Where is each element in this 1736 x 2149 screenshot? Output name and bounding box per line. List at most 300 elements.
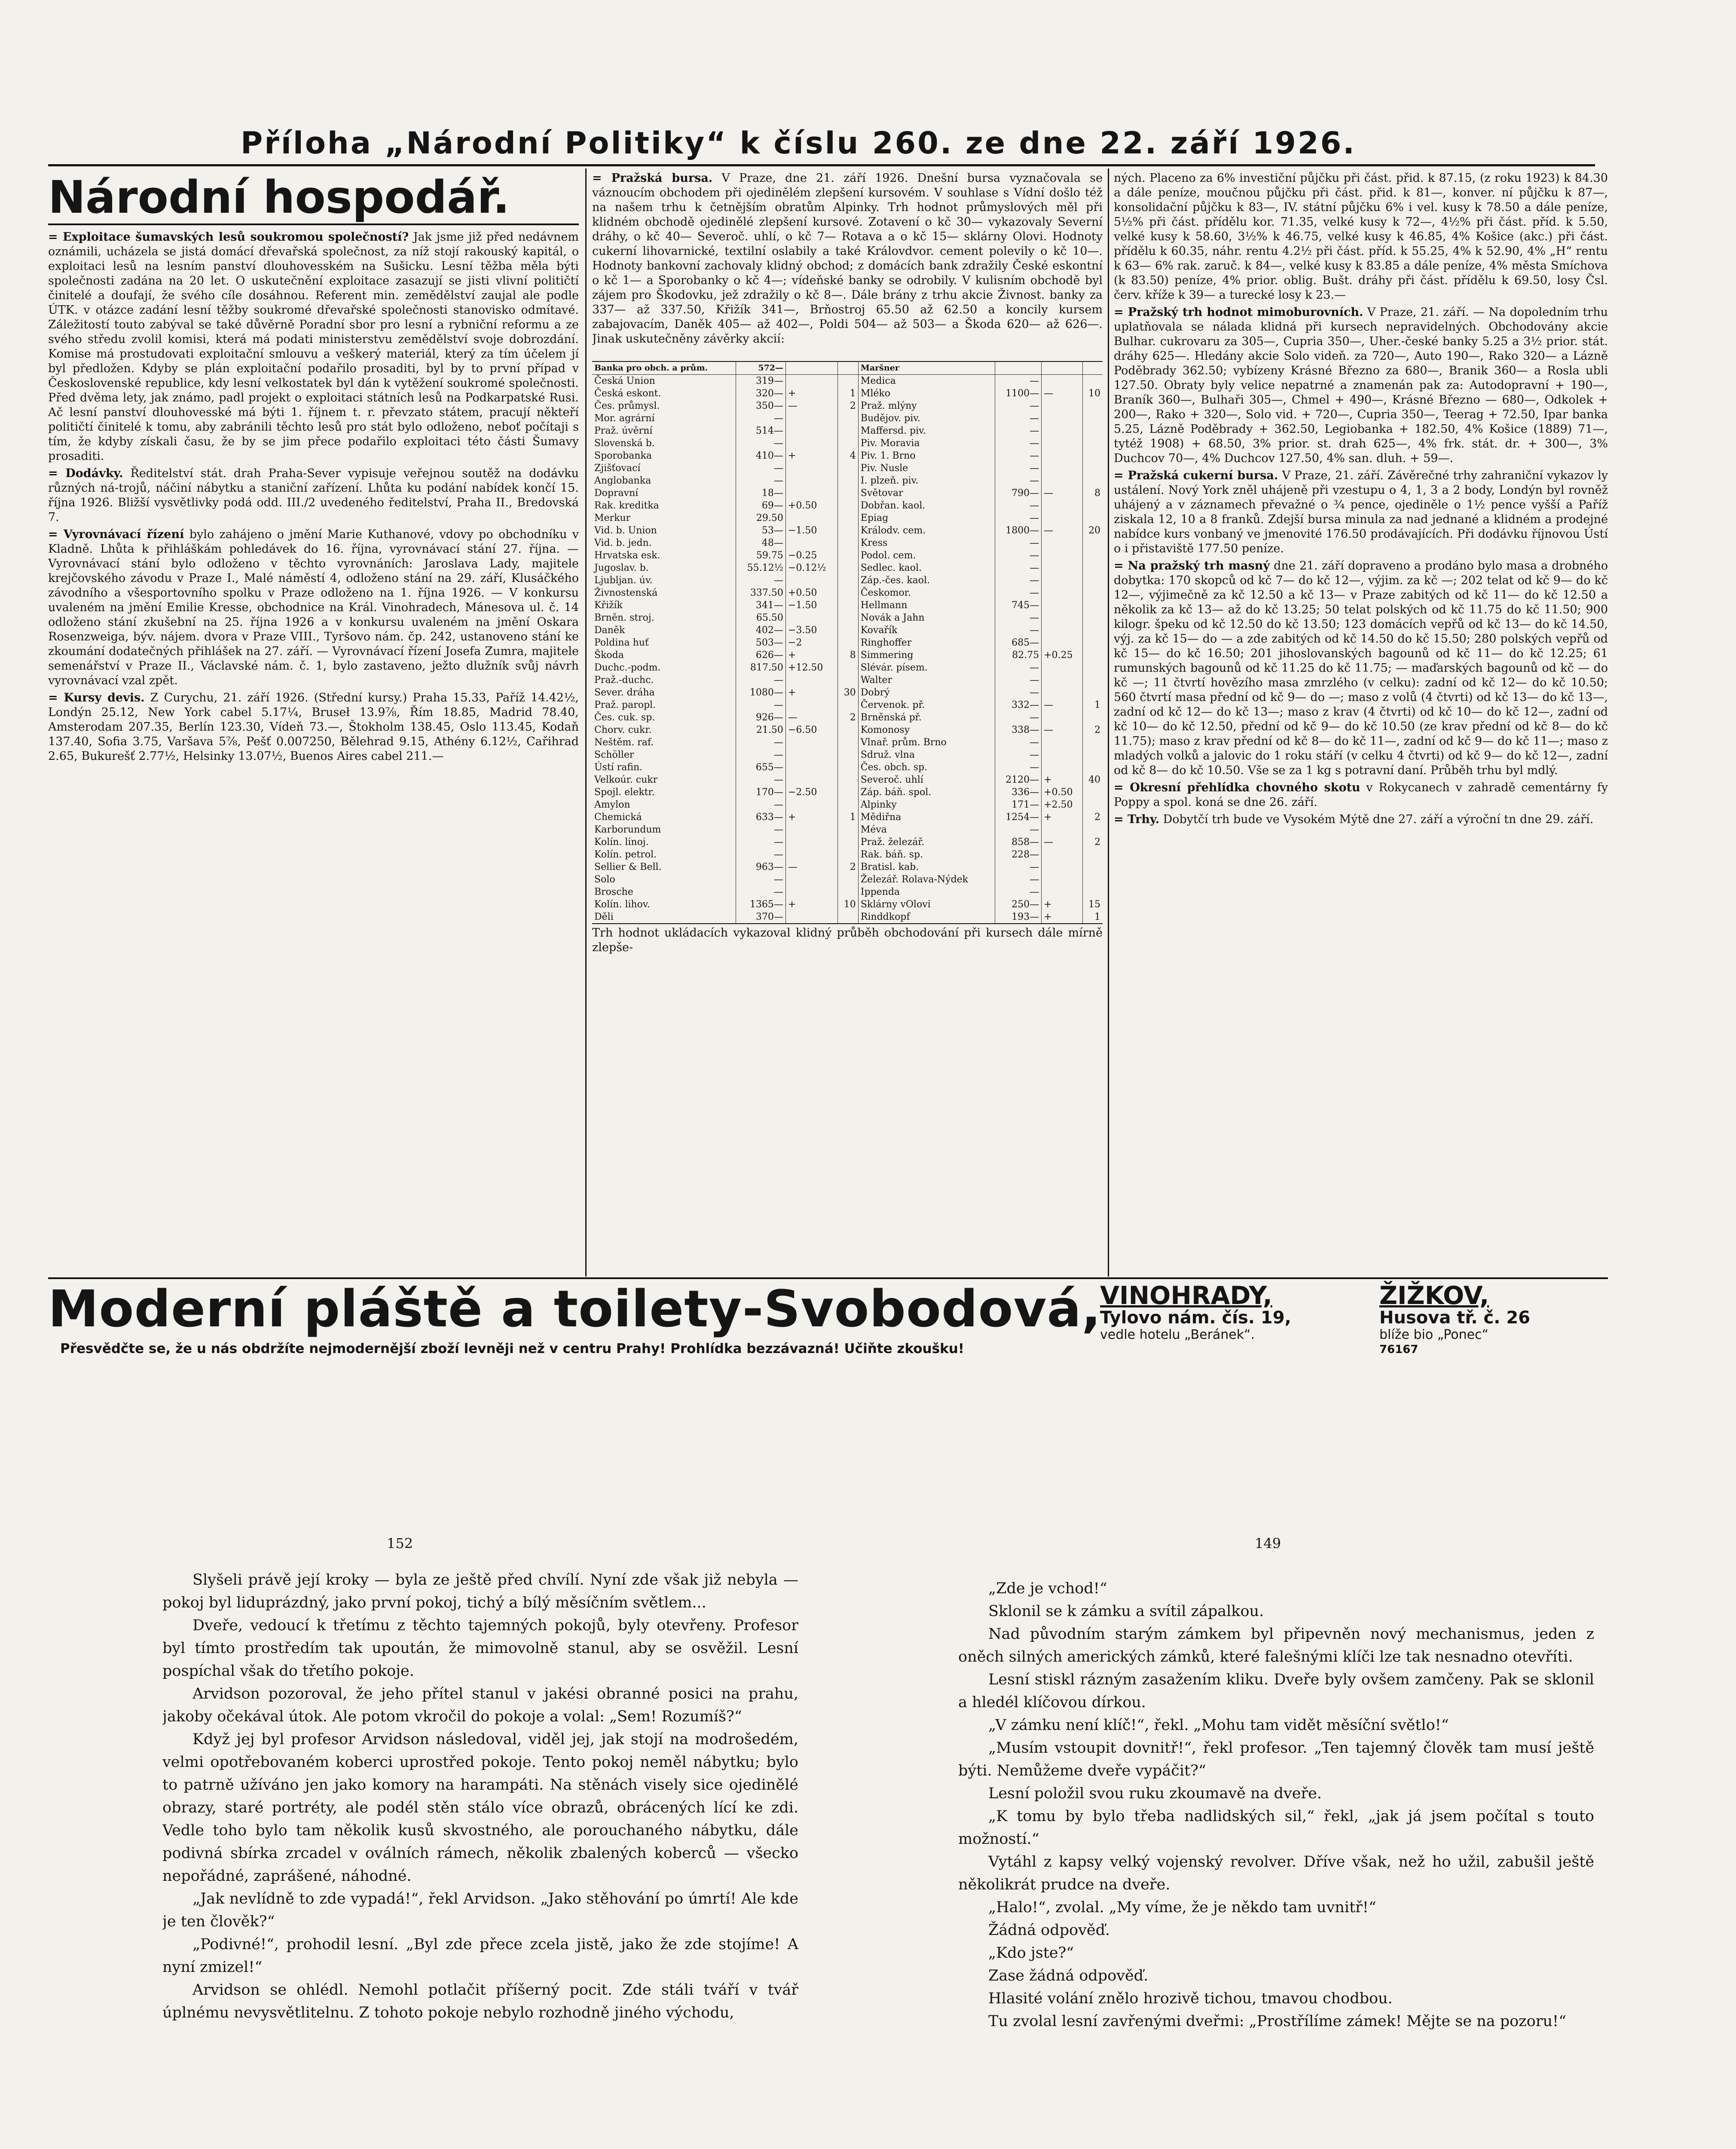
quote-table-cell: — bbox=[995, 661, 1041, 674]
quote-table-cell: Živnostenská bbox=[594, 588, 658, 598]
quote-table-cell bbox=[1042, 861, 1082, 873]
quote-table-cell: Komonosy bbox=[858, 724, 995, 736]
quote-table-row bbox=[592, 574, 1103, 587]
quote-table-cell bbox=[1082, 437, 1103, 450]
quote-table-cell bbox=[838, 474, 858, 487]
quote-table-cell: + bbox=[785, 686, 837, 699]
quote-table-cell: Brněn. stroj. bbox=[594, 612, 654, 623]
quote-table-cell bbox=[1082, 587, 1103, 599]
quote-table-cell: 4 bbox=[838, 450, 858, 462]
quote-table-cell bbox=[785, 836, 837, 848]
quote-table-cell: Sdruž. vlna bbox=[858, 749, 995, 761]
quote-table-footer: Trh hodnot ukládacích vykazoval klidný průběh obchodování při kursech dále mírně zlepše- bbox=[592, 926, 1103, 954]
quote-table-header-cell bbox=[1082, 362, 1103, 375]
story-right-page-number: 149 bbox=[1255, 1535, 1281, 1552]
quote-table-cell: Čes. obch. sp. bbox=[858, 761, 995, 774]
quote-table-cell: Ústí rafin. bbox=[594, 762, 643, 773]
story-paragraph: „Musím vstoupit dovnitř!“, řekl profesor. „Ten tajemný člověk tam musí ještě býti. Nemůžeme dveře vypáčit?“ bbox=[958, 1739, 1594, 1779]
quote-table-cell: Dobrý bbox=[858, 686, 995, 699]
quote-table-row bbox=[592, 686, 1103, 699]
quote-table-cell: 1 bbox=[1082, 911, 1103, 923]
quote-table-cell bbox=[1082, 711, 1103, 724]
quote-table-cell: — bbox=[995, 823, 1041, 836]
quote-table-cell: 338— bbox=[995, 724, 1041, 736]
quote-table-cell: 2 bbox=[1082, 811, 1103, 823]
quote-table-cell: 1 bbox=[1082, 699, 1103, 711]
quote-table-row bbox=[592, 799, 1103, 811]
article-heading: = Kursy devis. bbox=[48, 691, 145, 704]
article-text: Jak jsme již před nedávnem oznámili, ucházela se jistá domácí dřevařská společnost, za níž stojí rakouský kapitál, o exploitaci lesů na lesním panství dlouhovesském na Sušicku. Lesní těžba měla býti společnosti zadána na 20 let. O uskutečnění exploitace zasazují se jisti vlivní političtí činitelé a doufají, že svého cíle dosáhnou. Referent min. zemědělství zaujal ale podle ÚTK. v otázce zadání lesní těžby soukromé dřevařské společnosti stanovisko odmítavé. Záležitostí touto zabýval se také důvěrně Poradní sbor pro lesní a rybniční reformu a ze svého středu zvolil komisi, která má podati ministerstvu zemědělství svoje dobrozdání. Komise má prostudovati exploitační smlouvu a veškerý materiál, který za tím účelem jí byl předložen. Kdyby se plán exploitační podařilo prosaditi, byl by to první případ v Československé republice, kdy lesní velkostatek byl dán k vytěžení soukromé společnosti. Před dvěma lety, jak známo, padl projekt o exploitaci státních lesů na Podkarpatské Rusi. Ač lesní panství dlouhovesské má býti 1. říjnem t. r. převzato státem, pracují někteří političtí činitelé k tomu, aby zabránili těchto lesů pro stát bylo odloženo, neboť počítaji s tím, že kdyby získali času, že by se jim přece podařilo exploitaci této části Šumavy prosaditi. bbox=[48, 230, 579, 463]
story-paragraph: Nad původním starým zámkem byl připevněn nový mechanismus, jeden z oněch silných amerických zámků, které falešnými klíči lze tak nesnadno otevříti. bbox=[958, 1626, 1594, 1665]
quote-table-cell bbox=[785, 487, 837, 499]
quote-table-cell: Ljubljan. úv. bbox=[594, 575, 653, 586]
quote-table-cell: — bbox=[736, 823, 785, 836]
quote-table-cell bbox=[1042, 886, 1082, 898]
quote-table-row bbox=[592, 886, 1103, 898]
quote-table-row bbox=[592, 749, 1103, 761]
quote-table-row bbox=[592, 562, 1103, 574]
quote-table-cell: Čes. průmysl. bbox=[594, 401, 660, 411]
quote-table-cell bbox=[1042, 624, 1082, 637]
quote-table-cell: 10 bbox=[1082, 387, 1103, 400]
quote-table-header-cell: Maršner bbox=[858, 362, 995, 375]
masthead-rule bbox=[48, 164, 1595, 166]
quote-table-cell: — bbox=[736, 674, 785, 686]
quote-table-cell bbox=[1082, 499, 1103, 512]
quote-table-cell: — bbox=[736, 574, 785, 587]
quote-table-cell: Budějov. piv. bbox=[858, 412, 995, 425]
quote-table-cell bbox=[1082, 512, 1103, 524]
quote-table-cell: — bbox=[1042, 487, 1082, 499]
quote-table-header-cell bbox=[1042, 362, 1082, 375]
quote-table-cell bbox=[838, 537, 858, 549]
quote-table-row bbox=[592, 848, 1103, 861]
quote-table-cell bbox=[838, 836, 858, 848]
quote-table-cell: 337.50 bbox=[736, 587, 785, 599]
quote-table-cell: Rak. báň. sp. bbox=[858, 848, 995, 861]
story-paragraph: Arvidson pozoroval, že jeho přítel stanul v jakési obranné posici na prahu, jakoby očekával útok. Ale potom vkročil do pokoje a volal: „Sem! Rozumíš?“ bbox=[162, 1685, 798, 1725]
quote-table-cell: 170— bbox=[736, 786, 785, 799]
quote-table-cell bbox=[1042, 749, 1082, 761]
quote-table-cell: — bbox=[995, 736, 1041, 749]
quote-table-cell: 332— bbox=[995, 699, 1041, 711]
article-heading: = Okresní přehlídka chovného skotu bbox=[1114, 781, 1360, 794]
article-heading: = Trhy. bbox=[1114, 813, 1159, 826]
masthead: Příloha „Národní Politiky“ k číslu 260. ze dne 22. září 1926. bbox=[241, 126, 1356, 161]
quote-table-cell bbox=[785, 437, 837, 450]
quote-table-cell bbox=[838, 674, 858, 686]
quote-table-cell: Dopravní bbox=[594, 488, 639, 499]
quote-table-cell: — bbox=[736, 886, 785, 898]
column-divider-1 bbox=[585, 168, 587, 1277]
quote-table-cell: +0.25 bbox=[1042, 649, 1082, 661]
article-heading: = Pražská cukerní bursa. bbox=[1114, 469, 1278, 482]
story-paragraph: „Halo!“, zvolal. „My víme, že je někdo tam uvnitř!“ bbox=[988, 1899, 1376, 1916]
quote-table-cell: Brněnská př. bbox=[858, 711, 995, 724]
quote-table-cell: Světovar bbox=[858, 487, 995, 499]
quote-table-cell: 817.50 bbox=[736, 661, 785, 674]
quote-table-cell: — bbox=[785, 861, 837, 873]
column-1 bbox=[48, 230, 579, 1277]
quote-table-cell bbox=[1082, 873, 1103, 886]
quote-table-cell: + bbox=[1042, 898, 1082, 911]
quote-table-cell: Sporobanka bbox=[594, 450, 652, 461]
quote-table-cell: — bbox=[1042, 387, 1082, 400]
quote-table-cell bbox=[838, 574, 858, 587]
quote-table-cell: Křižík bbox=[594, 600, 623, 611]
quote-table-cell bbox=[785, 848, 837, 861]
quote-table-cell bbox=[1042, 375, 1082, 388]
quote-table-cell: Mléko bbox=[858, 387, 995, 400]
quote-table-cell bbox=[1042, 474, 1082, 487]
quote-table-row bbox=[592, 823, 1103, 836]
quote-table-row bbox=[592, 786, 1103, 799]
quote-table-wrap bbox=[592, 361, 1103, 924]
quote-table-cell: 514— bbox=[736, 425, 785, 437]
quote-table-row bbox=[592, 873, 1103, 886]
article-heading: = Pražská bursa. bbox=[592, 171, 713, 185]
quote-table-row bbox=[592, 711, 1103, 724]
quote-table-row bbox=[592, 699, 1103, 711]
quote-table-cell: 8 bbox=[1082, 487, 1103, 499]
story-paragraph: Vytáhl z kapsy velký vojenský revolver. Dříve však, než ho užil, zabušil ještě několikrát prudce na dveře. bbox=[958, 1853, 1594, 1893]
quote-table-header-cell: Banka pro obch. a prům. bbox=[592, 362, 736, 375]
quote-table-cell: + bbox=[1042, 911, 1082, 923]
quote-table-cell: — bbox=[1042, 524, 1082, 537]
quote-table-cell: 82.75 bbox=[995, 649, 1041, 661]
ad-address-1-line-3: vedle hotelu „Beránek“. bbox=[1100, 1327, 1255, 1342]
quote-table-cell: Kovařík bbox=[858, 624, 995, 637]
quote-table-cell: — bbox=[736, 836, 785, 848]
quote-table-cell bbox=[838, 437, 858, 450]
quote-table-cell: 8 bbox=[838, 649, 858, 661]
quote-table-cell: 228— bbox=[995, 848, 1041, 861]
quote-table-row bbox=[592, 612, 1103, 624]
quote-table-row bbox=[592, 474, 1103, 487]
quote-table-cell: — bbox=[995, 412, 1041, 425]
quote-table-cell bbox=[1042, 412, 1082, 425]
quote-table-header-cell bbox=[838, 362, 858, 375]
quote-table-cell: +0.50 bbox=[785, 499, 837, 512]
quote-table-cell: Hrvatska esk. bbox=[594, 550, 660, 561]
article-text: V Praze, 21. září. — Na dopoledním trhu uplatňovala se nálada klidná při kursech nepravidelných. Obchodovány akcie Bulhar. cukrovaru za 305—, Cupria 350—, Uher.-české banky 5.25 a 3½ prior. stát. dráhy 625—. Hledány akcie Solo videň. za 720—, Auto 190—, Rako 320— a Lázně Poděbrady 362.50; vybízeny Krásné Březno za 680—, Branik 360— a Rosla ubli 127.50. Obraty byly velice nepatrné a znamenán pak za: Autodopravní + 190—, Braník 360—, Bulhaři 305—, Chmel + 490—, Krásné Březno — 680—, Odkolek + 200—, Rako + 320—, Solo vid. + 720—, Cupria 350—, Teerag + 72.50, Ipar banka 5.25, Lázně Poděbrady + 362.50, Legiobanka + 182.50, 4% Košice (1889) 71—, tytéž 1908) + 68.50, 3% prior. st. drah 625—, 4% frk. stát. dr. + 300—, 3% Duchcov 70—, 4% Duchcov 127.50, 4% san. dluh. + 59—. bbox=[1114, 306, 1608, 465]
quote-table-cell: 1254— bbox=[995, 811, 1041, 823]
quote-table-cell: 171— bbox=[995, 799, 1041, 811]
quote-table-cell: +12.50 bbox=[785, 661, 837, 674]
quote-table-cell bbox=[785, 574, 837, 587]
quote-table-cell bbox=[838, 512, 858, 524]
quote-table-cell: Záp. báň. spol. bbox=[858, 786, 995, 799]
quote-table-cell bbox=[785, 774, 837, 786]
article-text: dne 21. září dopraveno a prodáno bylo masa a drobného dobytka: 170 skopců od kč 7— do kč 12—, výjim. za kč —; 202 telat od kč 9— do kč 12—, výjimečně za kč 12.50 a kč 13— v Praze zabitých od kč 11— do kč 12.50 a několik za kč 13— až do kč 13.25; 50 telat polských od kč 11.75 do kč 11.50; 900 kilogr. špeku od kč 12.50 do kč 13.50; 123 domácích vepřů od kč 13— do kč 14.50, výj. za kč 15— do — a zde zabitých od kč 14.50 do kč 15.50; 280 polských vepřů od kč 15— do kč 16.50; 201 jihoslovanských bagounů od kč 11— do kč 12.25; 61 rumunských bagounů od kč 11.25 do kč 11.75; — maďarských bagounů od kč — do kč —; 11 čtvrtí hovězího masa zmrzlého (v celku): zadní od kč 12— do kč 10.50; 560 čtvrtí masa přední od kč 9— do —; maso z volů (4 čtvrti) od kč 13— do kč 13—, zadní od kč 12— do kč 13—; maso z krav (4 čtvrti) od kč 10— do kč 12—, zadní od kč 10— do kč 12.50, přední od kč 9— do kč 10.50 (ze krav přední od kč 8— do kč 11.75); maso z krav přední od kč 8— do kč 11—, zadní od kč 9— do kč 11—; maso z mladých volků a jalovic do 1 roku stáří (v celku 4 čtvrti) od kč 9— do kč 12—, zadní od kč 8— do kč 10.50. Vše se za 1 kg s potravní daní. Průběh trhu byl mdlý. bbox=[1114, 559, 1608, 777]
quote-table-cell: — bbox=[785, 400, 837, 412]
quote-table-cell: Česká eskont. bbox=[594, 388, 661, 399]
quote-table-cell bbox=[838, 911, 858, 923]
quote-table-cell bbox=[838, 724, 858, 736]
quote-table-cell: Vid. b. jedn. bbox=[594, 538, 652, 548]
quote-table-cell: — bbox=[995, 749, 1041, 761]
quote-table-cell: Brosche bbox=[594, 887, 633, 897]
quote-table-cell bbox=[1082, 375, 1103, 388]
quote-table-cell: — bbox=[736, 437, 785, 450]
story-left-page bbox=[162, 1569, 798, 2149]
column-divider-2 bbox=[1108, 168, 1109, 1277]
article-text: bylo zahájeno o jmění Marie Kuthanové, vdovy po obchodníku v Kladně. Lhůta k přihláškám pohledávek do 16. října, vyrovnávací stání 27. října. — Vyrovnávací stání bylo odloženo v těchto vyrovnáních: Jaroslava Lady, majitele krejčovského závodu v Praze I., Malé náměstí 4, odloženo stání na 29. září, Klusáčkého závodního a všesportovního spolku v Praze odloženo na 1. října 1926. — V konkursu uvaleném na jmění Emilie Kresse, obchodnice na Král. Vinohradech, Mánesova ul. č. 14 odloženo stání zkušební na 25. října 1926 a v konkursu uvaleném na jmění Oskara Rosenzweiga, býv. nájem. dvora v Praze VIII., Tyršovo nám. čp. 242, ustanoveno stání ke zkoumání dodatečných přihlášek na 27. září. — Vyrovnávací řízení Josefa Zumra, majitele semenářství v Praze II., Václavské nám. č. 1, bylo zastaveno, ježto dlužník svůj návrh vyrovnávací vzal zpět. bbox=[48, 528, 579, 687]
quote-table-cell bbox=[838, 886, 858, 898]
quote-table-cell bbox=[838, 524, 858, 537]
quote-table-cell: Jugoslav. b. bbox=[594, 563, 649, 573]
article-paragraph bbox=[48, 691, 579, 764]
quote-table-cell: + bbox=[785, 649, 837, 661]
quote-table-cell: Piv. 1. Brno bbox=[858, 450, 995, 462]
quote-table-cell: −6.50 bbox=[785, 724, 837, 736]
quote-table-cell bbox=[838, 462, 858, 474]
quote-table-cell: Karborundum bbox=[594, 824, 661, 835]
quote-table-cell: Červenok. př. bbox=[858, 699, 995, 711]
quote-table-cell: 319— bbox=[736, 375, 785, 388]
quote-table-cell: Králodv. cem. bbox=[858, 524, 995, 537]
quote-table-cell bbox=[785, 886, 837, 898]
quote-table-cell: — bbox=[995, 474, 1041, 487]
quote-table-cell: −1.50 bbox=[785, 599, 837, 612]
quote-table-cell bbox=[1042, 499, 1082, 512]
quote-table-cell: 1 bbox=[838, 387, 858, 400]
quote-table-cell bbox=[1082, 649, 1103, 661]
quote-table-cell bbox=[838, 587, 858, 599]
quote-table-cell: 370— bbox=[736, 911, 785, 923]
story-paragraph: Dveře, vedoucí k třetímu z těchto tajemných pokojů, byly otevřeny. Profesor byl tímto prostředím tak upoután, že mimovolně stanul, aby se osvěžil. Lesní pospíchal však do třetího pokoje. bbox=[162, 1617, 798, 1680]
article-paragraph bbox=[1114, 559, 1608, 778]
quote-table-row bbox=[592, 387, 1103, 400]
quote-table-row bbox=[592, 661, 1103, 674]
article-text: V Praze, 21. září. Závěrečné trhy zahraniční vykazov ly ustálení. Nový York zněl uhájeně při vzestupu o 4, 1, 3 a 2 body, Londýn byl rovněž uhájený a v záznamech převažné o ¾ pence, ojediněle o 1½ pence vyšší a Paříž ziskala 12, 10 a 8 franků. Zdejší bursa minula za nad jednané a klidném a prodejné nabídce kurs vonbaný ve jmenovité 176.50 prodávajících. Při dodávku říjnovou Ústí o i přistaviště 177.50 peníze. bbox=[1114, 469, 1608, 555]
quote-table-cell: — bbox=[736, 412, 785, 425]
story-paragraph: „Jak nevlídně to zde vypadá!“, řekl Arvidson. „Jako stěhování po úmrtí! Ale kde je ten člověk?“ bbox=[162, 1890, 798, 1930]
quote-table-cell bbox=[838, 375, 858, 388]
quote-table-cell bbox=[838, 873, 858, 886]
quote-table-cell: — bbox=[995, 686, 1041, 699]
quote-table-cell: −0.25 bbox=[785, 549, 837, 562]
quote-table-row bbox=[592, 836, 1103, 848]
article-text: Z Curychu, 21. září 1926. (Střední kursy.) Praha 15.33, Paříž 14.42½, Londýn 25.12, New York cabel 5.17¼, Bruseł 13.9⅞, Řím 18.85, Madrid 78.40, Amsterodam 207.35, Berlín 123.30, Vídeň 73.—, Štokholm 138.45, Oslo 113.45, Kodaň 137.40, Sofia 3.75, Varšava 5⅞, Pešť 0.007250, Bělehrad 9.15, Athény 6.12½, Cařihrad 2.65, Bukurešť 2.77½, Helsinky 13.07½, Buenos Aires cabel 211.— bbox=[48, 691, 579, 763]
quote-table-cell: Piv. Nusle bbox=[858, 462, 995, 474]
article-text: ných. Placeno za 6% investiční půjčku při část. přid. k 87.15, (z roku 1923) k 84.30 a dále peníze, moučnou půjčku při část. přid. k 81—, konver. ní půjčku k 87—, konsolidační půjčku k 83—, IV. státní půjčku 6% i vel. kusy k 78.50 a dále peníze, 5½% při část. přídělu kor. 71.35, velké kusy k 72—, 4½% při část. příd. k 5.50, velké kusy k 58.60, 3½% k 46.75, velké kusy k 46.85, 4% Košice (akc.) při část. přídělu k 60.35, náhr. rentu 4.2½ při část. příd. k 55.25, 4% k 52.90, 4% „H“ rentu k 63— 6% rak. zaruč. k 84—, velké kusy k 83.85 a dále peníze, 4% města Smíchova (k 83.50) peníze, 4% prior. oblig. Bušt. dráhy při část. přídělu k 69.50, losy Čsl. červ. kříže k 39— a turecké losy k 23.— bbox=[1114, 171, 1608, 302]
ad-address-2-line-3: blíže bio „Ponec“ bbox=[1379, 1327, 1489, 1342]
quote-table-cell bbox=[1082, 861, 1103, 873]
article-text: V Praze, dne 21. září 1926. Dnešní bursa vyznačovala se váznoucím obchodem při ojedinělém zlepšení kursovém. V souhlase s Vídní došlo též na našem trhu k četnějším obratům Alpinky. Trh hodnot průmyslových měl při klidném obchodě ojedinělé zlepšení kursové. Zotavení o kč 30— vykazovaly Severní dráhy, o kč 40— Severoč. uhlí, o kč 7— Rotava a o kč 15— sklárny Olovi. Hodnoty cukerní lihovarnické, textilní oslabily a také Královdvor. cement polevily o kč 10—. Hodnoty bankovní zachovaly klidný obchod; z domácích bank zdražily České eskontní o kč 1— a Sporobanky o kč 4—; vídeňské banky se odrobily. V kulisním obchodě byl zájem pro Škodovku, jež zdražily o kč 8—. Dále brány z trhu akcie Živnost. banky za 337— až 337.50, Křižík 341—, Brňostroj 65.50 až 62.50 a koncily kursem zabajovacím, Daněk 405— až 402—, Poldi 504— až 503— a Škoda 620— až 626—. Jinak uskutečněny závěrky akcií: bbox=[592, 171, 1103, 346]
quote-table-cell: Daněk bbox=[594, 625, 625, 636]
quote-table-cell: −1.50 bbox=[785, 524, 837, 537]
quote-table-cell: 1 bbox=[838, 811, 858, 823]
quote-table-cell: +2.50 bbox=[1042, 799, 1082, 811]
quote-table-cell bbox=[785, 462, 837, 474]
quote-table-cell: Slovenská b. bbox=[594, 438, 655, 449]
quote-table-cell bbox=[785, 823, 837, 836]
quote-table-row bbox=[592, 724, 1103, 736]
quote-table-row bbox=[592, 524, 1103, 537]
article-text: Dobytčí trh bude ve Vysokém Mýtě dne 27. září a výroční tn dne 29. září. bbox=[1163, 813, 1594, 826]
story-paragraph: „Podivné!“, prohodil lesní. „Byl zde přece zcela jistě, jako že zde stojíme! A nyní zmizel!“ bbox=[162, 1936, 798, 1976]
quote-table-header-cell bbox=[785, 362, 837, 375]
quote-table-cell bbox=[1082, 412, 1103, 425]
quote-table-cell: — bbox=[995, 624, 1041, 637]
quote-table-cell: 1800— bbox=[995, 524, 1041, 537]
column-2 bbox=[592, 171, 1103, 1276]
quote-table-cell bbox=[1082, 537, 1103, 549]
quote-table-row bbox=[592, 624, 1103, 637]
quote-table-cell: — bbox=[995, 512, 1041, 524]
quote-table-cell: 410— bbox=[736, 450, 785, 462]
quote-table-cell: Praž. úvěrní bbox=[594, 426, 653, 436]
quote-table-cell: Ringhoffer bbox=[858, 637, 995, 649]
quote-table-cell bbox=[838, 637, 858, 649]
quote-table-cell: 1365— bbox=[736, 898, 785, 911]
quote-table-cell bbox=[838, 612, 858, 624]
quote-table-row bbox=[592, 512, 1103, 524]
quote-table-cell: Železář. Rolava-Nýdek bbox=[858, 873, 995, 886]
quote-table-cell: — bbox=[736, 474, 785, 487]
quote-table-cell: 193— bbox=[995, 911, 1041, 923]
quote-table-cell: + bbox=[1042, 774, 1082, 786]
quote-table-cell: −2 bbox=[785, 637, 837, 649]
quote-table-cell: −0.12½ bbox=[785, 562, 837, 574]
quote-table-cell: 18— bbox=[736, 487, 785, 499]
quote-table-cell: 48— bbox=[736, 537, 785, 549]
quote-table-cell bbox=[838, 562, 858, 574]
quote-table-cell: Epiag bbox=[858, 512, 995, 524]
quote-table-cell bbox=[1042, 661, 1082, 674]
quote-table-cell bbox=[785, 537, 837, 549]
article-paragraph bbox=[48, 527, 579, 688]
quote-table-cell: Neštěm. raf. bbox=[594, 737, 654, 748]
quote-table-cell bbox=[1042, 425, 1082, 437]
quote-table-cell: — bbox=[995, 612, 1041, 624]
quote-table-cell bbox=[1042, 674, 1082, 686]
quote-table-cell bbox=[785, 674, 837, 686]
quote-table-cell: 633— bbox=[736, 811, 785, 823]
quote-table-cell bbox=[1082, 886, 1103, 898]
quote-table-cell bbox=[1042, 612, 1082, 624]
quote-table-cell bbox=[1042, 823, 1082, 836]
quote-table-cell: Sever. dráha bbox=[594, 687, 655, 698]
quote-table-cell: 10 bbox=[838, 898, 858, 911]
quote-table-cell bbox=[1082, 786, 1103, 799]
quote-table-cell bbox=[838, 736, 858, 749]
quote-table-cell bbox=[838, 848, 858, 861]
article-paragraph bbox=[592, 171, 1103, 346]
quote-table-row bbox=[592, 637, 1103, 649]
article-paragraph bbox=[1114, 781, 1608, 810]
quote-table-cell: — bbox=[995, 574, 1041, 587]
story-paragraph: Tu zvolal lesní zavřenými dveřmi: „Prostřílíme zámek! Mějte se na pozoru!“ bbox=[988, 2013, 1566, 2030]
quote-table-cell: Velkoúr. cukr bbox=[594, 774, 658, 785]
quote-table-cell: Rinddkopf bbox=[858, 911, 995, 923]
quote-table-cell: 21.50 bbox=[736, 724, 785, 736]
quote-table-cell bbox=[1082, 400, 1103, 412]
quote-table-header-cell: 572— bbox=[736, 362, 785, 375]
quote-table-row bbox=[592, 736, 1103, 749]
quote-table-cell: Kolín. lihov. bbox=[594, 899, 650, 910]
quote-table-row bbox=[592, 599, 1103, 612]
quote-table-cell bbox=[1042, 873, 1082, 886]
quote-table-cell: 2 bbox=[838, 861, 858, 873]
quote-table-cell bbox=[785, 699, 837, 711]
quote-table-cell bbox=[1082, 749, 1103, 761]
quote-table-cell: 2 bbox=[1082, 836, 1103, 848]
quote-table-cell: — bbox=[995, 886, 1041, 898]
quote-table-cell: 53— bbox=[736, 524, 785, 537]
quote-table-cell bbox=[1042, 462, 1082, 474]
quote-table-cell bbox=[785, 799, 837, 811]
quote-table-cell: — bbox=[1042, 699, 1082, 711]
quote-table-cell: Medica bbox=[858, 375, 995, 388]
quote-table-cell bbox=[785, 612, 837, 624]
article-paragraph bbox=[48, 466, 579, 525]
quote-table-cell: 402— bbox=[736, 624, 785, 637]
quote-table bbox=[592, 362, 1103, 923]
quote-table-cell: Piv. Moravia bbox=[858, 437, 995, 450]
quote-table-cell: — bbox=[995, 761, 1041, 774]
quote-table-cell bbox=[785, 412, 837, 425]
quote-table-cell: — bbox=[736, 774, 785, 786]
ad-headline: Moderní pláště a toilety-Svobodová, bbox=[48, 1279, 1101, 1338]
quote-table-row bbox=[592, 375, 1103, 388]
quote-table-cell: Podol. cem. bbox=[858, 549, 995, 562]
quote-table-cell: — bbox=[1042, 836, 1082, 848]
quote-table-cell: 15 bbox=[1082, 898, 1103, 911]
quote-table-cell: Amylon bbox=[594, 799, 630, 810]
quote-table-row bbox=[592, 811, 1103, 823]
quote-table-cell bbox=[1042, 686, 1082, 699]
quote-table-row bbox=[592, 911, 1103, 923]
quote-table-cell bbox=[1082, 674, 1103, 686]
article-heading: = Pražský trh hodnot mimoburovních. bbox=[1114, 306, 1363, 319]
quote-table-cell bbox=[1042, 761, 1082, 774]
quote-table-cell: Hellmann bbox=[858, 599, 995, 612]
quote-table-cell bbox=[785, 474, 837, 487]
ad-address-1-line-2: Tylovo nám. čís. 19, bbox=[1100, 1308, 1291, 1328]
quote-table-cell bbox=[1082, 637, 1103, 649]
quote-table-cell bbox=[1082, 450, 1103, 462]
quote-table-cell bbox=[838, 661, 858, 674]
quote-table-row bbox=[592, 537, 1103, 549]
article-heading: = Exploitace šumavských lesů soukromou společností? bbox=[48, 230, 409, 244]
quote-table-cell: 69— bbox=[736, 499, 785, 512]
quote-table-header-row bbox=[592, 362, 1103, 375]
quote-table-row bbox=[592, 412, 1103, 425]
article-paragraph bbox=[1114, 812, 1608, 827]
quote-table-cell bbox=[838, 823, 858, 836]
quote-table-row bbox=[592, 649, 1103, 661]
quote-table-cell: 40 bbox=[1082, 774, 1103, 786]
quote-table-row bbox=[592, 425, 1103, 437]
quote-table-cell: Severoč. uhlí bbox=[858, 774, 995, 786]
quote-table-cell bbox=[1042, 848, 1082, 861]
quote-table-cell: Česká Union bbox=[594, 376, 655, 386]
quote-table-cell bbox=[838, 412, 858, 425]
quote-table-cell: Zjišťovací bbox=[594, 463, 641, 474]
quote-table-cell bbox=[785, 761, 837, 774]
quote-table-cell: Spojl. elektr. bbox=[594, 787, 655, 798]
quote-table-cell: Dobřan. kaol. bbox=[858, 499, 995, 512]
quote-table-cell: Bratisl. kab. bbox=[858, 861, 995, 873]
quote-table-cell: −2.50 bbox=[785, 786, 837, 799]
quote-table-cell bbox=[1042, 711, 1082, 724]
quote-table-cell: — bbox=[995, 462, 1041, 474]
quote-table-cell: + bbox=[785, 898, 837, 911]
quote-table-cell: I. plzeň. piv. bbox=[858, 474, 995, 487]
quote-table-cell: Vid. b. Union bbox=[594, 525, 657, 536]
